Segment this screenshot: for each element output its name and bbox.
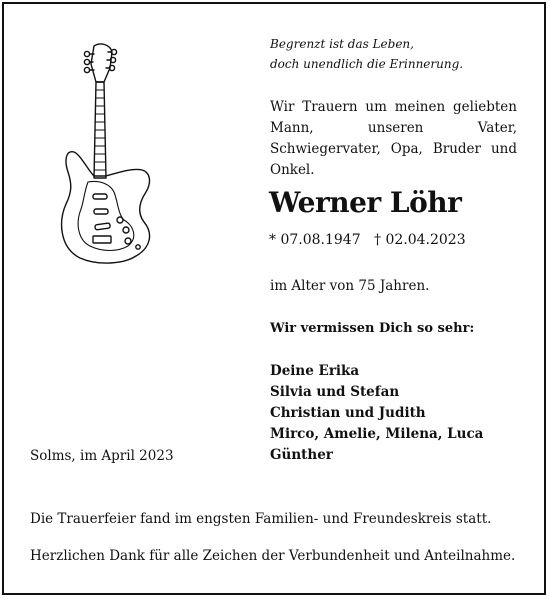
family-member: Christian und Judith (270, 405, 426, 421)
family-list (270, 361, 483, 466)
quote-line: doch unendlich die Erinnerung. (270, 57, 464, 71)
intro-text: Wir Trauern um meinen geliebten Mann, unseren Vater, Schwiegervater, Opa, Bruder und Onkel. (270, 99, 517, 178)
family-member: Günther (270, 447, 333, 463)
miss-text: Wir vermissen Dich so sehr: (270, 321, 475, 336)
memorial-quote (270, 34, 463, 74)
deceased-name: Werner Löhr (269, 186, 462, 219)
quote-line: Begrenzt ist das Leben, (270, 37, 414, 51)
place-date: Solms, im April 2023 (30, 448, 174, 464)
funeral-note: Die Trauerfeier fand im engsten Familien- und Freundeskreis statt. (30, 511, 492, 527)
death-date: † 02.04.2023 (374, 232, 466, 248)
electric-guitar-icon (58, 42, 168, 274)
thanks-note: Herzlichen Dank für alle Zeichen der Verbundenheit und Anteilnahme. (30, 548, 516, 564)
family-member: Deine Erika (270, 363, 360, 379)
birth-date: * 07.08.1947 (269, 232, 361, 248)
family-member: Mirco, Amelie, Milena, Luca (270, 426, 484, 442)
life-dates (269, 232, 519, 248)
family-member: Silvia und Stefan (270, 384, 400, 400)
age-text: im Alter von 75 Jahren. (270, 278, 430, 294)
